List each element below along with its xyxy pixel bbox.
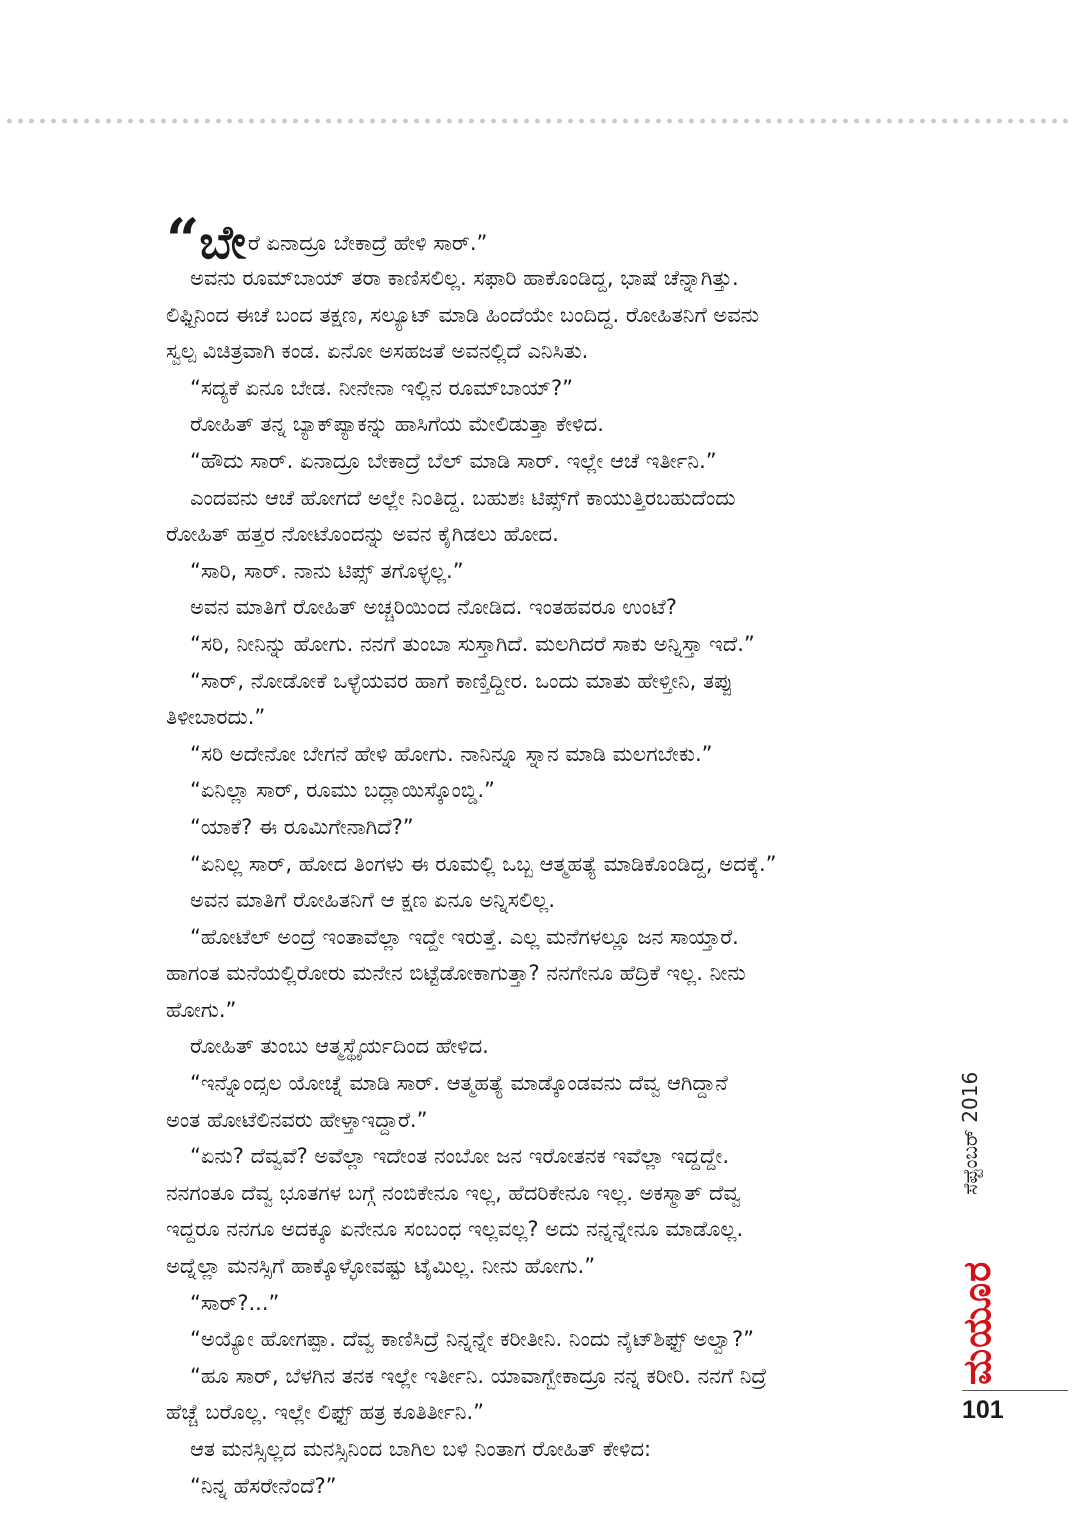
text-line: “ಸರಿ, ನೀನಿನ್ನು ಹೋಗು. ನನಗೆ ತುಂಬಾ ಸುಸ್ತಾಗಿದೆ. ಮಲಗಿದರೆ ಸಾಕು ಅನ್ನಿಸ್ತಾ ಇದೆ.” [190,631,755,656]
text-line: “ಏನು? ದೆವ್ವವೆ? ಅವೆಲ್ಲಾ ಇದೇಂತ ನಂಬೋ ಜನ ಇರೋತನಕ ಇವೆಲ್ಲಾ ಇದ್ದದ್ದೇ. [190,1144,730,1169]
text-line: “ಸಾರ್, ನೋಡೋಕೆ ಒಳ್ಳೆಯವರ ಹಾಗೆ ಕಾಣ್ತಿದ್ದೀರ. ಒಂದು ಮಾತು ಹೇಳ್ತೀನಿ, ತಪ್ಪು [190,668,733,693]
opening-quote-mark: “ [166,206,200,274]
text-line: ಹಾಗಂತ ಮನೆಯಲ್ಲಿರೋರು ಮನೇನ ಬಿಟ್ಟೆಡೋಕಾಗುತ್ತಾ? ನನಗೇನೂ ಹೆದ್ರಿಕೆ ಇಲ್ಲ. ನೀನು [166,961,746,986]
text-line: “ಸಾರ್?...” [190,1290,280,1315]
text-line: “ಏನಿಲ್ಲಾ ಸಾರ್, ರೂಮು ಬದ್ಲಾಯಿಸ್ಕೊಂಬ್ಡಿ.” [190,778,495,803]
text-line: “ಸಾರಿ, ಸಾರ್. ನಾನು ಟಿಪ್ಸ್ ತಗೊಳ್ಳಲ್ಲ.” [190,558,464,583]
text-line: “ಹೌದು ಸಾರ್. ಏನಾದ್ರೂ ಬೇಕಾದ್ರೆ ಬೆಲ್ ಮಾಡಿ ಸಾರ್. ಇಲ್ಲೇ ಆಚೆ ಇರ್ತೀನಿ.” [190,448,717,473]
text-line: ರೋಹಿತ್ ತನ್ನ ಬ್ಯಾಕ್‌ಪ್ಯಾಕನ್ನು ಹಾಸಿಗೆಯ ಮೇಲಿಡುತ್ತಾ ಕೇಳಿದ. [190,412,604,437]
text-line: “ಹೂ ಸಾರ್, ಬೆಳಗಿನ ತನಕ ಇಲ್ಲೇ ಇರ್ತೀನಿ. ಯಾವಾಗ್ಬೇಕಾದ್ರೂ ನನ್ನ ಕರೀರಿ. ನನಗೆ ನಿದ್ರೆ [190,1363,767,1388]
text-line: “ಹೋಟೆಲ್ ಅಂದ್ರೆ ಇಂತಾವೆಲ್ಲಾ ಇದ್ದೇ ಇರುತ್ತೆ. ಎಲ್ಲ ಮನೆಗಳಲ್ಲೂ ಜನ ಸಾಯ್ತಾರೆ. [190,924,739,949]
text-line: ತಿಳೀಬಾರದು.” [166,705,266,730]
article-body [166,200,906,1504]
text-line: ಹೋಗು.” [166,997,237,1022]
text-line: ಸ್ವಲ್ಪ ವಿಚಿತ್ರವಾಗಿ ಕಂಡ. ಏನೋ ಅಸಹಜತೆ ಅವನಲ್ಲಿದೆ ಎನಿಸಿತು. [166,339,589,364]
page-number-rule [962,1390,1068,1391]
text-line: ಅವನ ಮಾತಿಗೆ ರೋಹಿತ್ ಅಚ್ಚರಿಯಿಂದ ನೋಡಿದ. ಇಂತಹವರೂ ಉಂಟೆ? [190,595,677,620]
text-line: “ಇನ್ನೊಂದ್ಸಲ ಯೋಚ್ನೆ ಮಾಡಿ ಸಾರ್. ಆತ್ಮಹತ್ಯೆ ಮಾಡ್ಕೊಂಡವನು ದೆವ್ವ ಆಗಿದ್ದಾನೆ [190,1071,728,1096]
magazine-logo: ಮಯೂರ [955,1260,999,1385]
text-line: “ಅಯ್ಯೋ ಹೋಗಪ್ಪಾ. ದೆವ್ವ ಕಾಣಿಸಿದ್ರೆ ನಿನ್ನನ್ನೇ ಕರೀತೀನಿ. ನಿಂದು ನೈಟ್‌ಶಿಫ್ಟ್ ಅಲ್ವಾ?” [190,1327,755,1352]
text-line: ಅದ್ನೆಲ್ಲಾ ಮನಸ್ಸಿಗೆ ಹಾಕ್ಕೊಳ್ಳೋವಷ್ಟು ಟೈಮಿಲ್ಲ. ನೀನು ಹೋಗು.” [166,1254,596,1279]
page-number: 101 [962,1396,1004,1424]
text-line: ಅವನ ಮಾತಿಗೆ ರೋಹಿತನಿಗೆ ಆ ಕ್ಷಣ ಏನೂ ಅನ್ನಿಸಲಿಲ್ಲ. [190,888,556,913]
opening-line [166,200,906,274]
text-line: ರೋಹಿತ್ ತುಂಬು ಆತ್ಮಸ್ಥೈರ್ಯದಿಂದ ಹೇಳಿದ. [190,1034,489,1059]
text-line: “ನಿನ್ನ ಹೆಸರೇನೆಂದೆ?” [190,1473,337,1498]
text-line: ಎಂದವನು ಆಚೆ ಹೋಗದೆ ಅಲ್ಲೇ ನಿಂತಿದ್ದ. ಬಹುಶಃ ಟಿಪ್ಸ್‌ಗೆ ಕಾಯುತ್ತಿರಬಹುದೆಂದು [190,485,736,510]
text-line: ಆತ ಮನಸ್ಸಿಲ್ಲದ ಮನಸ್ಸಿನಿಂದ ಬಾಗಿಲ ಬಳಿ ನಿಂತಾಗ ರೋಹಿತ್ ಕೇಳಿದ: [190,1437,652,1461]
text-line: ಅವನು ರೂಮ್‌ಬಾಯ್ ತರಾ ಕಾಣಿಸಲಿಲ್ಲ. ಸಫಾರಿ ಹಾಕೊಂಡಿದ್ದ, ಭಾಷೆ ಚೆನ್ನಾಗಿತ್ತು. [190,266,739,290]
text-line: ಹೆಚ್ಚೆ ಬರೊಲ್ಲ. ಇಲ್ಲೇ ಲಿಫ್ಟ್ ಹತ್ರ ಕೂತಿರ್ತೀನಿ.” [166,1400,485,1425]
drop-cap: ಬೇ [199,215,246,269]
dotted-divider [4,118,1068,124]
text-line: ಅಂತ ಹೋಟೆಲಿನವರು ಹೇಳ್ತಾಇದ್ದಾರೆ.” [166,1107,428,1132]
opening-text: ರೆ ಏನಾದ್ರೂ ಬೇಕಾದ್ರೆ ಹೇಳಿ ಸಾರ್.” [247,231,488,255]
issue-date: ಸೆಪ್ಟೆಂಬರ್ 2016 [958,1071,982,1195]
text-line: ಲಿಫ್ಟಿನಿಂದ ಈಚೆ ಬಂದ ತಕ್ಷಣ, ಸಲ್ಯೂಟ್ ಮಾಡಿ ಹಿಂದೆಯೇ ಬಂದಿದ್ದ. ರೋಹಿತನಿಗೆ ಅವನು [166,302,760,327]
text-line: ನನಗಂತೂ ದೆವ್ವ ಭೂತಗಳ ಬಗ್ಗೆ ನಂಬಿಕೇನೂ ಇಲ್ಲ, ಹೆದರಿಕೇನೂ ಇಲ್ಲ. ಅಕಸ್ಮಾತ್ ದೆವ್ವ [166,1180,741,1205]
paragraph-lines [166,260,906,1504]
text-line: ರೋಹಿತ್ ಹತ್ತರ ನೋಟೊಂದನ್ನು ಅವನ ಕೈಗಿಡಲು ಹೋದ. [166,522,559,547]
text-line: “ಸರಿ ಅದೇನೋ ಬೇಗನೆ ಹೇಳಿ ಹೋಗು. ನಾನಿನ್ನೂ ಸ್ನಾನ ಮಾಡಿ ಮಲಗಬೇಕು.” [190,741,713,766]
text-line: “ಯಾಕೆ? ಈ ರೂಮಿಗೇನಾಗಿದೆ?” [190,814,414,839]
text-line: “ಏನಿಲ್ಲ ಸಾರ್, ಹೋದ ತಿಂಗಳು ಈ ರೂಮಲ್ಲಿ ಒಬ್ಬ ಆತ್ಮಹತ್ಯೆ ಮಾಡಿಕೊಂಡಿದ್ದ, ಅದಕ್ಕೆ.” [190,851,777,876]
text-line: ಇದ್ದರೂ ನನಗೂ ಅದಕ್ಕೂ ಏನೇನೂ ಸಂಬಂಧ ಇಲ್ಲವಲ್ಲ? ಅದು ನನ್ನನ್ನೇನೂ ಮಾಡೊಲ್ಲ. [166,1217,744,1242]
text-line: “ಸದ್ಯಕೆ ಏನೂ ಬೇಡ. ನೀನೇನಾ ಇಲ್ಲಿನ ರೂಮ್‌ಬಾಯ್?” [190,375,573,400]
